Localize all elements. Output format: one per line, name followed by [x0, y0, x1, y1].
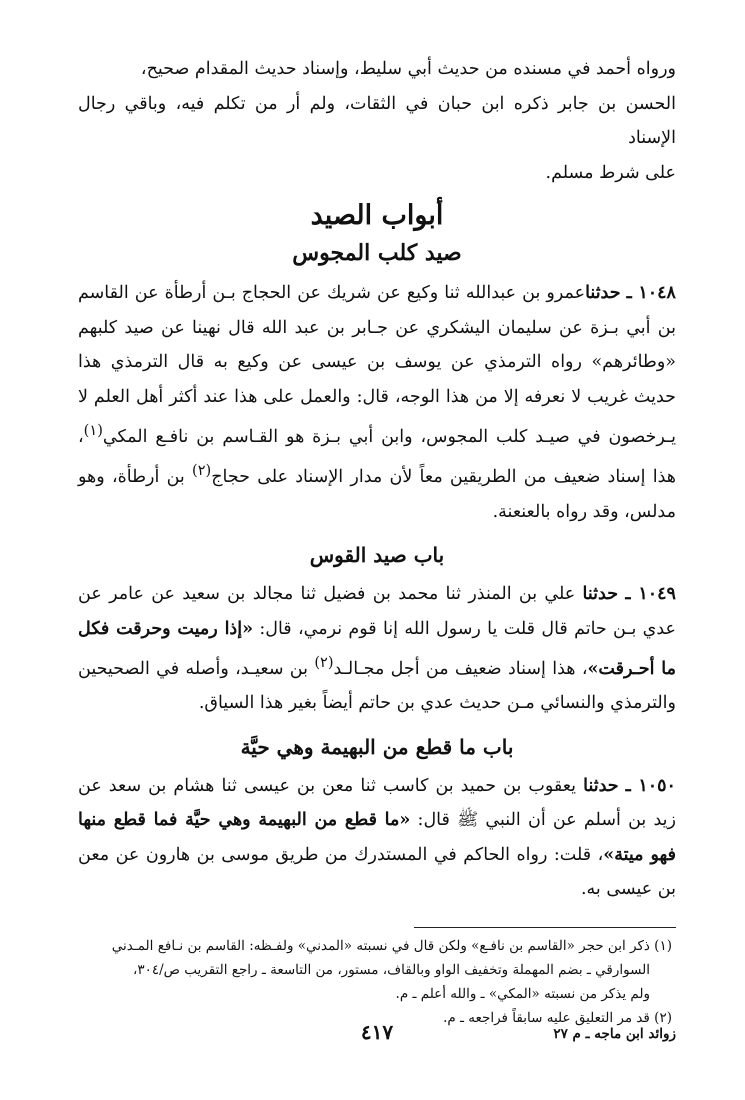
- intro-line-2: الحسن بن جابر ذكره ابن حبان في الثقات، ولم أر من تكلم فيه، وباقي رجال الإسناد: [78, 93, 676, 148]
- hadith-number: ١٠٤٩ ـ: [625, 584, 676, 605]
- hadith-text: بن سعيـد، وأصله في الصحيحين والترمذي والنسائي مـن حديث عدي بن حاتم أيضاً بغير هذا السياق.: [78, 658, 676, 714]
- hadith-number: ١٠٤٨ ـ: [626, 283, 676, 303]
- intro-paragraph: [78, 52, 676, 190]
- footnote-line: (١) ذكر ابن حجر «القاسم بن نافـع» ولكن قال في نسبته «المدني» ولفـظه: القاسم بن نـافع المـدني: [111, 937, 672, 954]
- hadith-1050: [78, 769, 676, 907]
- footnote-divider: [414, 927, 676, 928]
- haddathana-label: حدثنا: [585, 283, 621, 303]
- hadith-1048: [78, 276, 676, 529]
- intro-line-3: على شرط مسلم.: [545, 162, 676, 183]
- footnote-line: السوارقي ـ بضم المهملة وتخفيف الواو وبالقاف، مستور، من التاسعة ـ راجع التقريب ص/٣٠٤،: [132, 961, 650, 978]
- hadith-text: علي بن المنذر ثنا محمد بن فضيل ثنا مجالد بن سعيد عن عامر عن عدي بـن حاتم قال قلت يا رسول الله إنا قوم نرمي، قال:: [78, 584, 677, 639]
- hadith-text: ، هذا إسناد ضعيف من أجل مجـالـد: [333, 658, 588, 679]
- footnote-1: [78, 934, 676, 1006]
- hadith-text: يعقوب بن حميد بن كاسب ثنا معن بن عيسى ثنا هشام بن سعد عن زيد بن أسلم عن أن النبي ﷺ قال:: [78, 775, 676, 831]
- haddathana-label: حدثنا: [583, 775, 619, 796]
- footnote-ref: (١): [83, 422, 103, 439]
- intro-line-1: ورواه أحمد في مسنده من حديث أبي سليط، وإسناد حديث المقدام صحيح،: [140, 59, 676, 79]
- footnote-ref: (٢): [314, 654, 334, 672]
- footnote-ref: (٢): [192, 462, 212, 480]
- running-title: زوائد ابن ماجه ـ م ٢٧: [553, 1026, 676, 1042]
- hadith-quote: «إذا رميت وحرقت فكل ما أحـرقت»: [78, 618, 676, 679]
- page-body: [78, 52, 676, 1062]
- footnote-2: (٢) قد مر التعليق عليه سابقاً فراجعه ـ م.: [443, 1009, 672, 1026]
- bab-title-bahima: باب ما قطع من البهيمة وهي حيَّة: [240, 734, 514, 759]
- chapter-title: أبواب الصيد: [310, 200, 444, 231]
- page-footer: [78, 1020, 676, 1050]
- footnote-line: ولم يذكر من نسبته «المكي» ـ والله أعلم ـ م.: [395, 985, 650, 1002]
- haddathana-label: حدثنا: [582, 584, 619, 605]
- hadith-number: ١٠٥٠ ـ: [625, 775, 676, 796]
- hadith-text: ، قلت: رواه الحاكم في المستدرك من طريق موسى بن هارون عن معن بن عيسى به.: [78, 844, 676, 900]
- bab-title-qaws: باب صيد القوس: [309, 543, 445, 568]
- page-number: ٤١٧: [360, 1020, 394, 1044]
- hadith-quote: «ما قطع من البهيمة وهي حيَّة فما قطع منها فهو ميتة»: [78, 810, 676, 865]
- section-title: صيد كلب المجوس: [292, 240, 462, 266]
- hadith-1049: [78, 577, 676, 721]
- hadith-text: عمرو بن عبدالله ثنا وكيع عن شريك عن الحجاج بـن أرطأة عن القاسم بن أبي بـزة عن سليمان اليشكري عن جـابر بن عبد الله قال نهينا عن صيد كلبهم «وطائرهم» رواه الترمذي عن يوسف بن عيسى عن وكيع به قال الترمذي هذا حديث غريب لا نعرفه إلا من هذا الوجه، قال: والعمل على هذا عند أكثر أهل العلم لا يـرخصون في صيـد كلب المجوس، وابن أبي بـزة هو القـاسم بن نافـع المكي: [78, 283, 676, 447]
- hadith-text: ، هذا إسناد ضعيف من الطريقين معاً لأن مدار الإسناد على حجاج: [78, 426, 676, 488]
- hadith-text: بن أرطأة، وهو مدلس، وقد رواه بالعنعنة.: [78, 467, 676, 522]
